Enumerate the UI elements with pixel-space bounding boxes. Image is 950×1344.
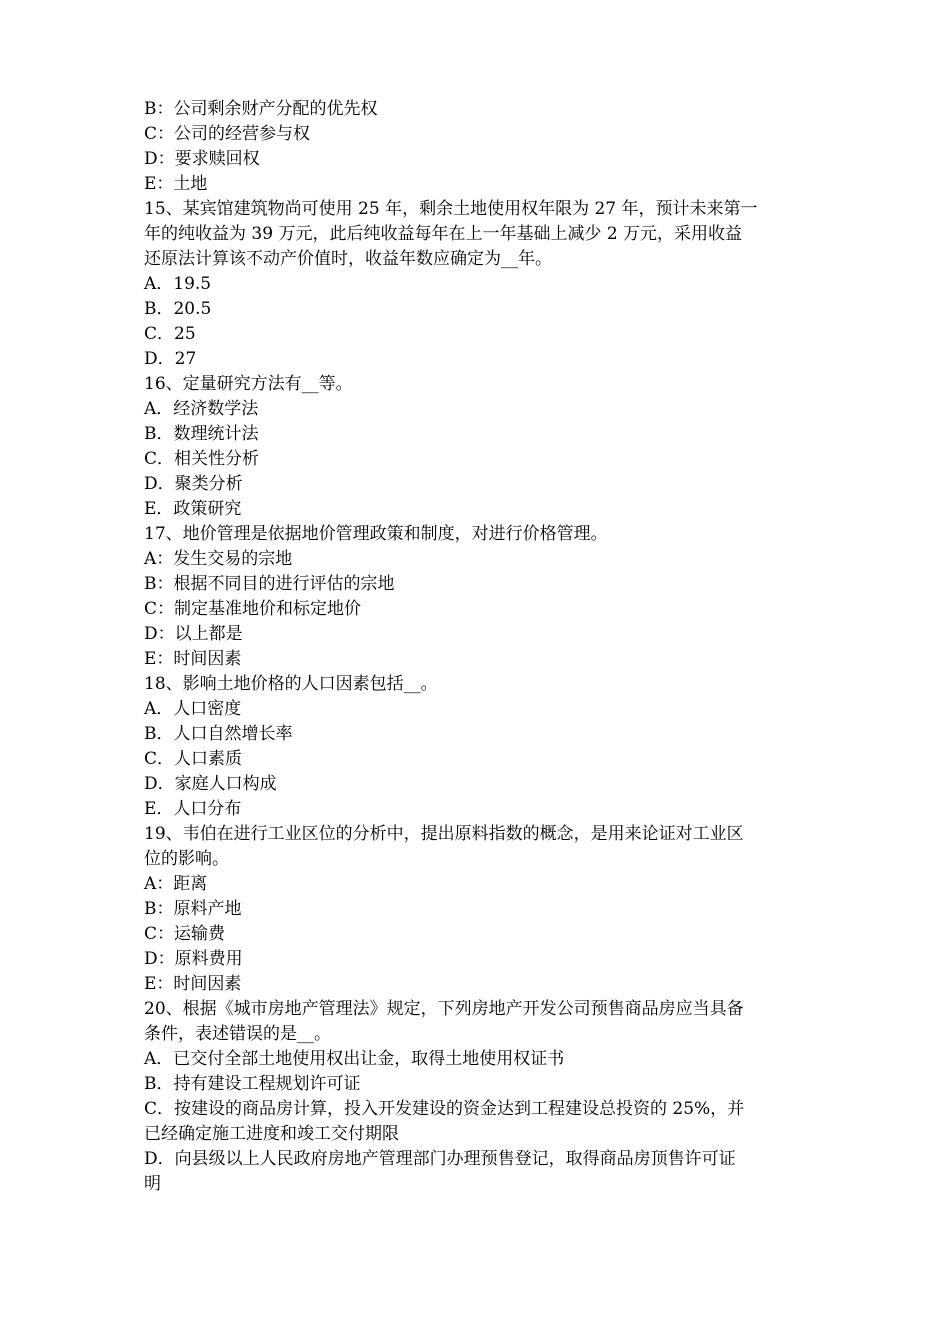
question-19-line: 19、韦伯在进行工业区位的分析中，提出原料指数的概念，是用来论证对工业区 xyxy=(144,824,744,844)
option-line: B．持有建设工程规划许可证 xyxy=(144,1074,361,1094)
question-20-line: 条件，表述错误的是__。 xyxy=(144,1024,331,1044)
text-line: C：公司的经营参与权 xyxy=(144,124,311,144)
option-line: C：制定基准地价和标定地价 xyxy=(144,599,362,619)
option-line: D．向县级以上人民政府房地产管理部门办理预售登记，取得商品房顶售许可证 xyxy=(144,1149,736,1169)
question-19-line: 位的影响。 xyxy=(144,849,229,869)
option-line: A．已交付全部土地使用权出让金，取得土地使用权证书 xyxy=(144,1049,565,1069)
option-line: D．聚类分析 xyxy=(144,474,243,494)
option-line: B．人口自然增长率 xyxy=(144,724,293,744)
document-page xyxy=(144,97,816,1197)
option-line: E：时间因素 xyxy=(144,649,242,669)
option-line: C．人口素质 xyxy=(144,749,243,769)
option-line: C．相关性分析 xyxy=(144,449,260,469)
option-line: C：运输费 xyxy=(144,924,226,944)
option-line: C．按建设的商品房计算，投入开发建设的资金达到工程建设总投资的 25%，并 xyxy=(144,1099,745,1119)
option-line: A：距离 xyxy=(144,874,208,894)
option-line: E．人口分布 xyxy=(144,799,242,819)
option-line: B：原料产地 xyxy=(144,899,242,919)
option-line: D．家庭人口构成 xyxy=(144,774,277,794)
text-line: D：要求赎回权 xyxy=(144,149,260,169)
option-line: 已经确定施工进度和竣工交付期限 xyxy=(144,1124,399,1144)
option-line: B．数理统计法 xyxy=(144,424,259,444)
option-line: E．政策研究 xyxy=(144,499,242,519)
option-line: A．19.5 xyxy=(144,274,212,294)
option-line: A．经济数学法 xyxy=(144,399,259,419)
option-line: E：时间因素 xyxy=(144,974,242,994)
option-line: A．人口密度 xyxy=(144,699,242,719)
text-line: E：土地 xyxy=(144,174,208,194)
option-line: D．27 xyxy=(144,349,197,369)
question-17-line: 17、地价管理是依据地价管理政策和制度，对进行价格管理。 xyxy=(144,524,608,544)
question-15-line: 还原法计算该不动产价值时，收益年数应确定为__年。 xyxy=(144,249,552,269)
option-line: A：发生交易的宗地 xyxy=(144,549,293,569)
option-line: B：根据不同目的进行评估的宗地 xyxy=(144,574,395,594)
question-18-line: 18、影响土地价格的人口因素包括__。 xyxy=(144,674,438,694)
option-line: D：原料费用 xyxy=(144,949,243,969)
question-20-line: 20、根据《城市房地产管理法》规定，下列房地产开发公司预售商品房应当具备 xyxy=(144,999,744,1019)
question-15-line: 15、某宾馆建筑物尚可使用 25 年，剩余土地使用权年限为 27 年，预计未来第一 xyxy=(144,199,758,219)
option-line: 明 xyxy=(144,1174,161,1194)
text-line: B：公司剩余财产分配的优先权 xyxy=(144,99,378,119)
question-15-line: 年的纯收益为 39 万元，此后纯收益每年在上一年基础上减少 2 万元，采用收益 xyxy=(144,224,743,244)
option-line: D：以上都是 xyxy=(144,624,243,644)
option-line: C．25 xyxy=(144,324,196,344)
question-16-line: 16、定量研究方法有__等。 xyxy=(144,374,353,394)
option-line: B．20.5 xyxy=(144,299,212,319)
